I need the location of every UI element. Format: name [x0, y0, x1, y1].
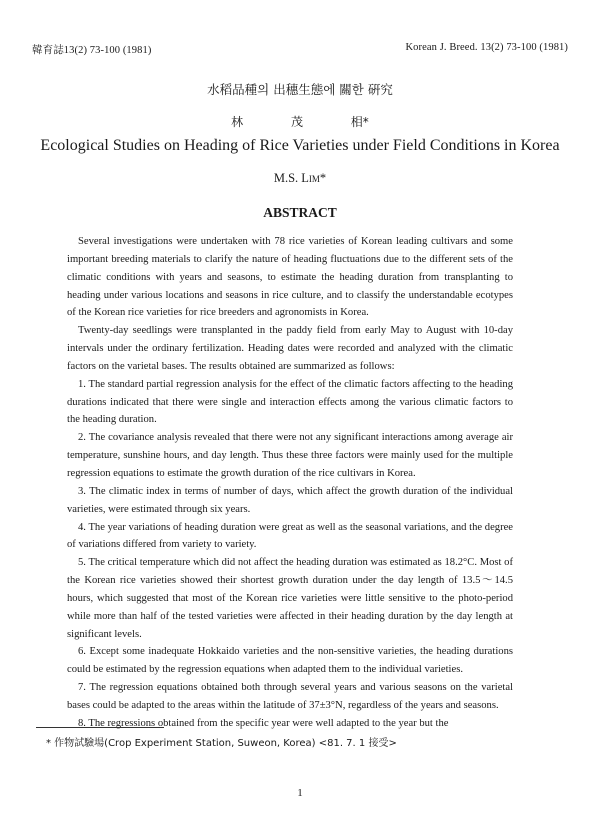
abstract-paragraph: 6. Except some inadequate Hokkaido varieties and the non-sensitive varieties, the heading durations could be estimated by the regression equations when adapted them to the individual varieties.	[67, 646, 513, 676]
abstract-paragraph: 8. The regressions obtained from the specific year were well adapted to the year but the	[78, 717, 449, 729]
english-title: Ecological Studies on Heading of Rice Varieties under Field Conditions in Korea	[40, 137, 560, 154]
author-surname: Lim	[301, 171, 320, 185]
author-affiliation-footnote: * 作物試驗場(Crop Experiment Station, Suweon, Korea) <81. 7. 1 接受>	[46, 738, 397, 749]
abstract-paragraph: 3. The climatic index in terms of number of days, which affect the growth duration of the individual varieties, were estimated through six years.	[67, 485, 513, 515]
abstract-paragraph: Twenty-day seedlings were transplanted in the paddy field from early May to August with 10-day intervals under the ordinary fertilization. Heading dates were recorded and analyzed with the climatic factors on the varietal bases. The results obtained are summarized as follows:	[67, 325, 513, 372]
english-author	[0, 171, 600, 186]
footnote-divider	[36, 727, 164, 728]
abstract-paragraph: 1. The standard partial regression analysis for the effect of the climatic factors affecting to the heading durations indicated that there were single and interaction effects among the various climatic factors to the heading duration.	[67, 378, 513, 426]
journal-header-english: Korean J. Breed. 13(2) 73-100 (1981)	[405, 42, 568, 53]
abstract-paragraph: 7. The regression equations obtained both through several years and various seasons on the varietal bases could be adapted to the areas within the latitude of 37±3°N, regardless of the years and seasons.	[67, 682, 513, 711]
author-footnote-mark: *	[319, 171, 327, 185]
abstract-paragraph: 4. The year variations of heading duration were great as well as the seasonal variations, and the degree of variations differed from variety to variety.	[67, 521, 513, 551]
abstract-paragraph: 2. The covariance analysis revealed that there were not any significant interactions among average air temperature, sunshine hours, and day length. Thus these three factors were mainly used for the multiple regression equations to estimate the growth duration of the rice cultivars in Korea.	[67, 432, 513, 479]
journal-header-korean: 韓育誌13(2) 73-100 (1981)	[32, 45, 152, 56]
korean-title: 水稻品種의 出穗生態에 關한 硏究	[207, 82, 393, 97]
author-initials: M.S.	[273, 171, 302, 185]
abstract-heading: ABSTRACT	[263, 205, 337, 220]
abstract-paragraph: Several investigations were undertaken with 78 rice varieties of Korean leading cultivars and some important breeding materials to clarify the nature of heading fluctuations due to the different sets of the climatic conditions with years and seasons, to estimate the heading duration from transplanting to heading under various locations and seasons in rice culture, and to classify the understandable ecotypes of the Korean rice varieties for rice breeders and agronomists in Korea.	[67, 236, 513, 319]
korean-author: 林 茂 相*	[231, 115, 369, 129]
abstract-paragraph: 5. The critical temperature which did not affect the heading duration was estimated as 18.2°C. Most of the Korean rice varieties showed their shortest growth duration under the day length of 13.5～14.5 hours, which suggested that most of the Korean rice varieties were little sensitive to the photo-period while more than half of the tested varieties were affected in their heading duration by the day length at significant levels.	[67, 557, 513, 640]
page-number: 1	[297, 787, 303, 799]
abstract-body	[67, 233, 513, 733]
